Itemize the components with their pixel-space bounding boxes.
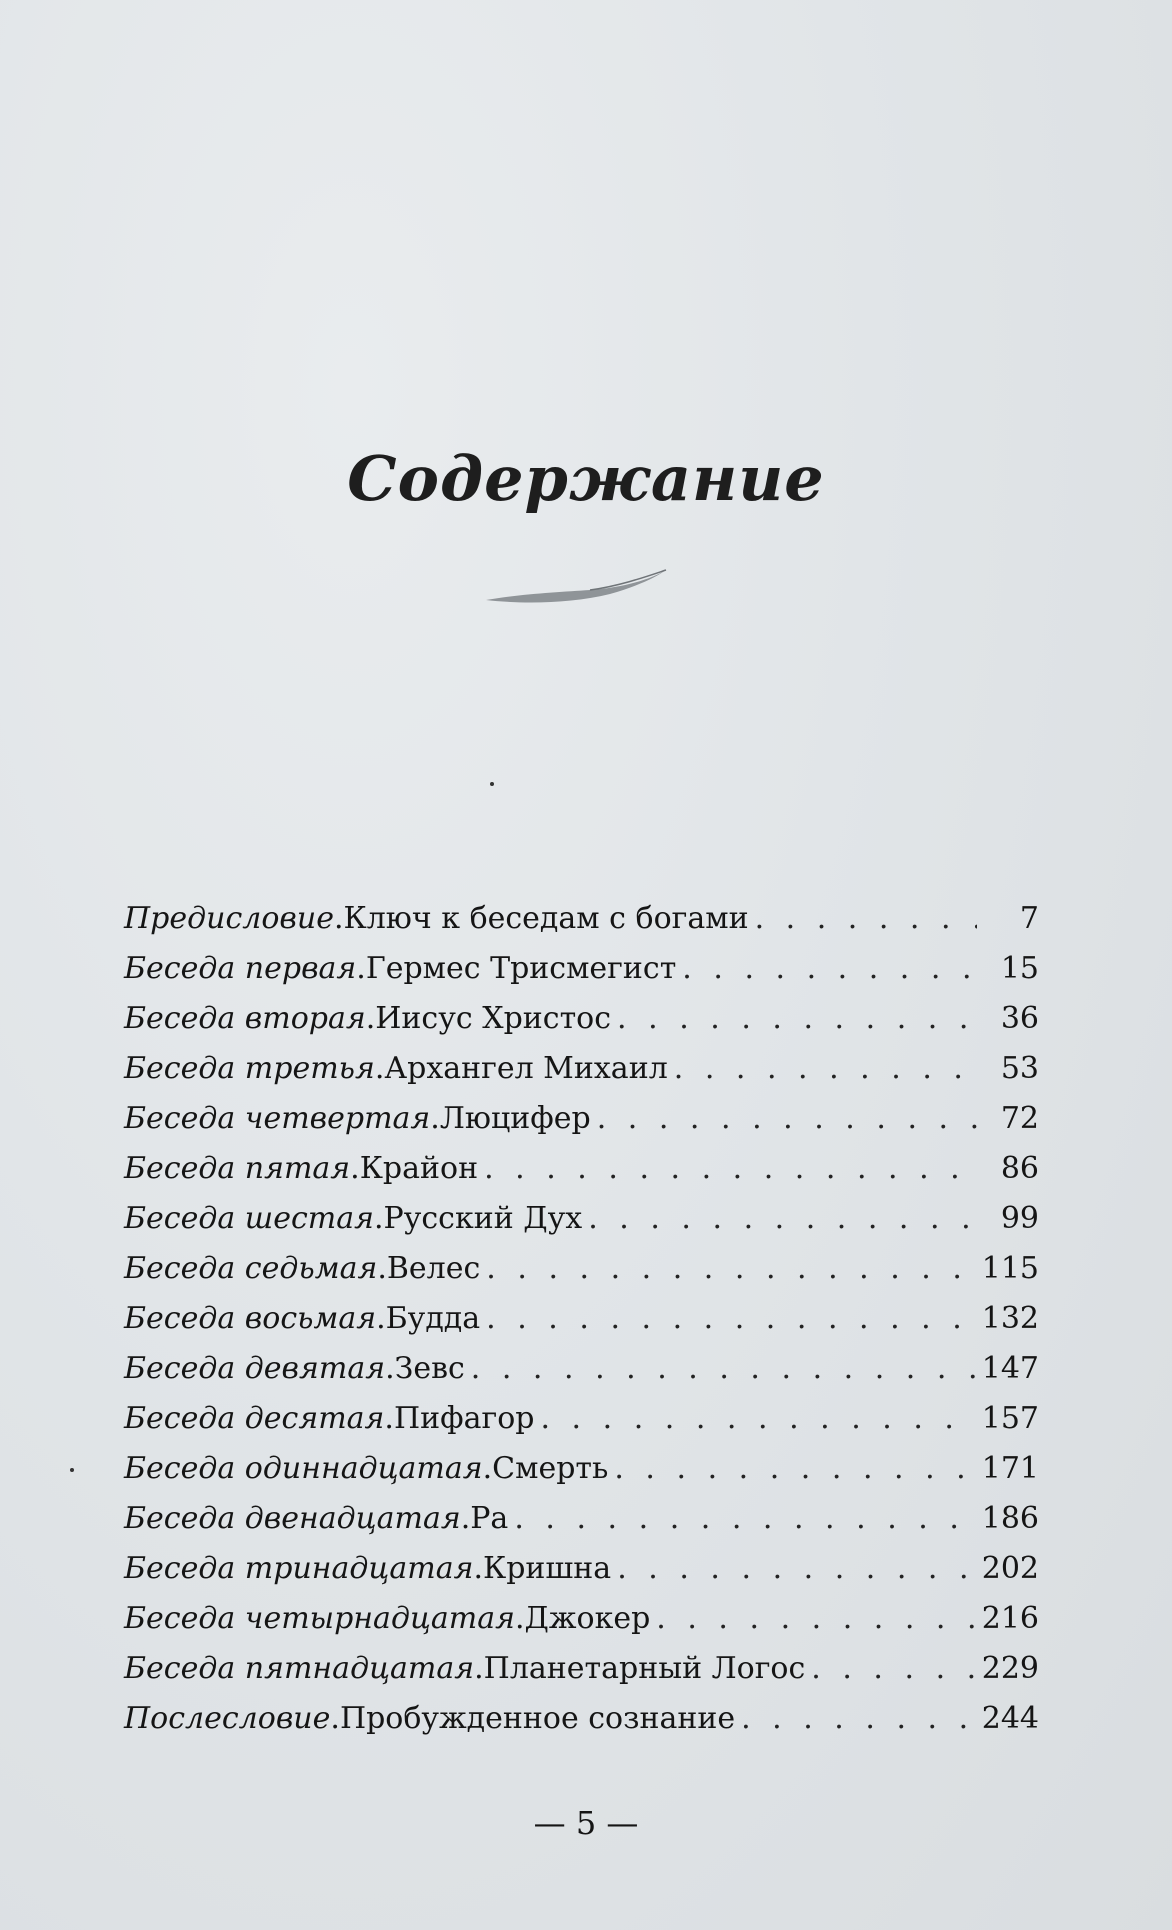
toc-entry-page: 86 (1000, 1151, 1039, 1186)
toc-entry-label: Беседа десятая (124, 1401, 385, 1436)
toc-entry (124, 1344, 1039, 1394)
print-speck (70, 1468, 74, 1472)
toc-entry-separator: . (473, 1551, 483, 1586)
toc-entry-separator: . (373, 1201, 384, 1236)
toc-leader-dots (617, 1544, 976, 1594)
toc-entry (124, 1044, 1039, 1094)
toc-entry (124, 994, 1039, 1044)
toc-leader-dots (614, 1444, 975, 1494)
toc-entry-separator: . (365, 1001, 376, 1036)
toc-entry-page: 171 (981, 1451, 1039, 1486)
toc-entry-title: Планетарный Логос (483, 1651, 806, 1686)
toc-entry-separator: . (430, 1101, 440, 1136)
toc-entry-separator: . (330, 1701, 340, 1736)
toc-entry-title: Смерть (492, 1451, 609, 1486)
toc-entry (124, 1544, 1039, 1594)
toc-entry-label: Беседа восьмая (124, 1301, 377, 1336)
toc-entry-separator: . (374, 1051, 385, 1086)
toc-entry-title: Гермес Трисмегист (365, 951, 677, 986)
toc-entry-title: Джокер (524, 1601, 651, 1636)
toc-entry-title: Зевс (394, 1351, 465, 1386)
toc-entry-page: 7 (1019, 901, 1039, 936)
toc-entry (124, 1494, 1039, 1544)
toc-leader-dots (486, 1244, 975, 1294)
toc-entry-page: 15 (1000, 951, 1039, 986)
toc-entry-label: Беседа тринадцатая (124, 1551, 474, 1586)
toc-leader-dots (741, 1694, 976, 1744)
toc-entry-label: Беседа пятнадцатая (124, 1651, 475, 1686)
toc-entry-label: Послесловие (124, 1701, 331, 1736)
toc-entry-separator: . (384, 1401, 394, 1436)
toc-leader-dots (656, 1594, 975, 1644)
toc-entry-title: Велес (386, 1251, 481, 1286)
toc-entry (124, 944, 1039, 994)
page-title: Содержание (347, 441, 825, 515)
toc-leader-dots (486, 1294, 976, 1344)
toc-entry-title: Кришна (483, 1551, 612, 1586)
toc-entry-page: 202 (981, 1551, 1039, 1586)
toc-entry-separator: . (385, 1351, 395, 1386)
toc-leader-dots (674, 1044, 977, 1094)
toc-entry-page: 72 (1000, 1101, 1039, 1136)
toc-leader-dots (471, 1344, 976, 1394)
toc-entry-separator: . (356, 951, 366, 986)
toc-entry (124, 1694, 1039, 1744)
toc-entry (124, 894, 1039, 944)
toc-entry (124, 1594, 1039, 1644)
toc-entry-separator: . (474, 1651, 484, 1686)
toc-leader-dots (514, 1494, 975, 1544)
toc-leader-dots (755, 894, 977, 944)
toc-leader-dots (682, 944, 977, 994)
toc-entry-page: 36 (1000, 1001, 1039, 1036)
toc-entry-title: Пифагор (393, 1401, 535, 1436)
toc-entry-page: 99 (1000, 1201, 1039, 1236)
toc-entry-title: Ра (470, 1501, 509, 1536)
toc-entry-label: Беседа третья (124, 1051, 375, 1086)
toc-entry-label: Беседа девятая (124, 1351, 386, 1386)
toc-entry-label: Беседа четвертая (124, 1101, 431, 1136)
toc-entry-label: Беседа одиннадцатая (124, 1451, 483, 1486)
toc-entry-separator: . (350, 1151, 360, 1186)
toc-entry-page: 186 (981, 1501, 1039, 1536)
feather-swash-ornament-icon (480, 560, 670, 610)
toc-leader-dots (588, 1194, 977, 1244)
toc-entry (124, 1444, 1039, 1494)
toc-entry-title: Крайон (359, 1151, 479, 1186)
toc-entry (124, 1144, 1039, 1194)
toc-entry-title: Люцифер (439, 1101, 591, 1136)
toc-entry-title: Будда (385, 1301, 481, 1336)
table-of-contents (124, 894, 1039, 1744)
toc-entry-title: Архангел Михаил (384, 1051, 668, 1086)
toc-leader-dots (617, 994, 977, 1044)
toc-entry (124, 1644, 1039, 1694)
toc-entry (124, 1194, 1039, 1244)
toc-entry-label: Беседа седьмая (124, 1251, 378, 1286)
toc-entry-page: 147 (981, 1351, 1039, 1386)
toc-entry-title: Пробужденное сознание (339, 1701, 736, 1736)
toc-leader-dots (597, 1094, 977, 1144)
toc-entry-separator: . (482, 1451, 493, 1486)
toc-entry-separator: . (377, 1251, 387, 1286)
toc-entry-page: 216 (981, 1601, 1039, 1636)
toc-entry-label: Беседа вторая (124, 1001, 366, 1036)
toc-entry-title: Ключ к беседам с богами (343, 901, 749, 936)
toc-entry (124, 1094, 1039, 1144)
toc-entry-label: Беседа шестая (124, 1201, 374, 1236)
toc-entry-separator: . (376, 1301, 386, 1336)
toc-entry-page: 244 (981, 1701, 1039, 1736)
toc-entry-separator: . (514, 1601, 525, 1636)
toc-entry (124, 1294, 1039, 1344)
toc-entry-page: 229 (981, 1651, 1039, 1686)
toc-entry-page: 157 (981, 1401, 1039, 1436)
toc-entry-label: Беседа первая (124, 951, 357, 986)
toc-entry (124, 1394, 1039, 1444)
toc-entry (124, 1244, 1039, 1294)
toc-entry-title: Иисус Христос (375, 1001, 612, 1036)
toc-entry-label: Беседа двенадцатая (124, 1501, 461, 1536)
toc-entry-page: 53 (1000, 1051, 1039, 1086)
toc-leader-dots (484, 1144, 977, 1194)
page-number: — 5 — (533, 1804, 639, 1842)
toc-entry-label: Предисловие (124, 901, 334, 936)
toc-leader-dots (540, 1394, 975, 1444)
toc-entry-page: 132 (981, 1301, 1039, 1336)
toc-entry-label: Беседа четырнадцатая (124, 1601, 515, 1636)
toc-entry-label: Беседа пятая (124, 1151, 351, 1186)
toc-entry-separator: . (460, 1501, 471, 1536)
toc-entry-separator: . (333, 901, 344, 936)
toc-leader-dots (811, 1644, 975, 1694)
toc-entry-title: Русский Дух (383, 1201, 583, 1236)
print-speck (490, 782, 494, 786)
toc-entry-page: 115 (981, 1251, 1039, 1286)
